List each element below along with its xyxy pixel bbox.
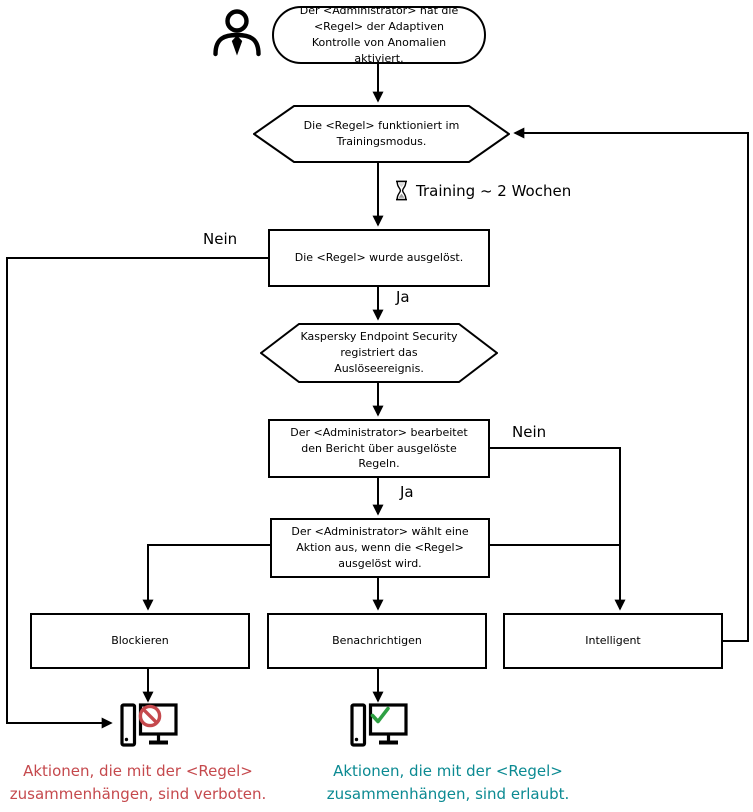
edge-label-nein-report: Nein [512, 423, 547, 441]
node-select-action-label: Der <Administrator> wählt eine Aktion aus, wenn die <Regel> ausgelöst wird. [291, 525, 469, 570]
node-training-mode-label: Die <Regel> funktioniert im Trainingsmodus. [303, 119, 460, 148]
edge-label-ja-triggered: Ja [396, 288, 410, 306]
node-rule-triggered-label: Die <Regel> wurde ausgelöst. [294, 251, 464, 265]
node-start [272, 6, 486, 64]
node-training-mode [253, 105, 510, 163]
edge-action-to-block [148, 545, 271, 609]
training-duration-label: Training ~ 2 Wochen [416, 181, 572, 200]
caption-actions-forbidden: Aktionen, die mit der <Regel> zusammenhängen, sind verboten. [9, 762, 267, 803]
node-notify [267, 613, 487, 669]
node-rule-triggered [268, 229, 490, 287]
edge-nein-to-smart [489, 448, 620, 609]
monitor-blocked-icon [120, 703, 178, 751]
edge-label-nein-triggered: Nein [203, 230, 238, 248]
node-event-registered-label: Kaspersky Endpoint Security registriert das Auslöseereignis. [300, 330, 458, 375]
node-block-label: Blockieren [111, 634, 169, 648]
person-icon [210, 7, 264, 60]
node-block [30, 613, 250, 669]
node-event-registered [260, 323, 498, 383]
node-start-label: Der <Administrator> hat die <Regel> der Adaptiven Kontrolle von Anomalien aktiviert. [299, 4, 459, 65]
node-smart-label: Intelligent [585, 634, 641, 648]
node-edit-report [268, 419, 490, 478]
hourglass-icon [394, 180, 409, 201]
node-edit-report-label: Der <Administrator> bearbeitet den Bericht über ausgelöste Regeln. [290, 425, 468, 471]
edge-smart-loopback [515, 133, 748, 641]
node-select-action [270, 518, 490, 578]
node-notify-label: Benachrichtigen [332, 634, 422, 648]
edge-label-ja-report: Ja [400, 483, 414, 501]
training-duration-row [394, 180, 571, 201]
caption-actions-allowed: Aktionen, die mit der <Regel> zusammenhängen, sind erlaubt. [326, 762, 570, 803]
node-smart [503, 613, 723, 669]
monitor-allowed-icon [350, 703, 408, 751]
